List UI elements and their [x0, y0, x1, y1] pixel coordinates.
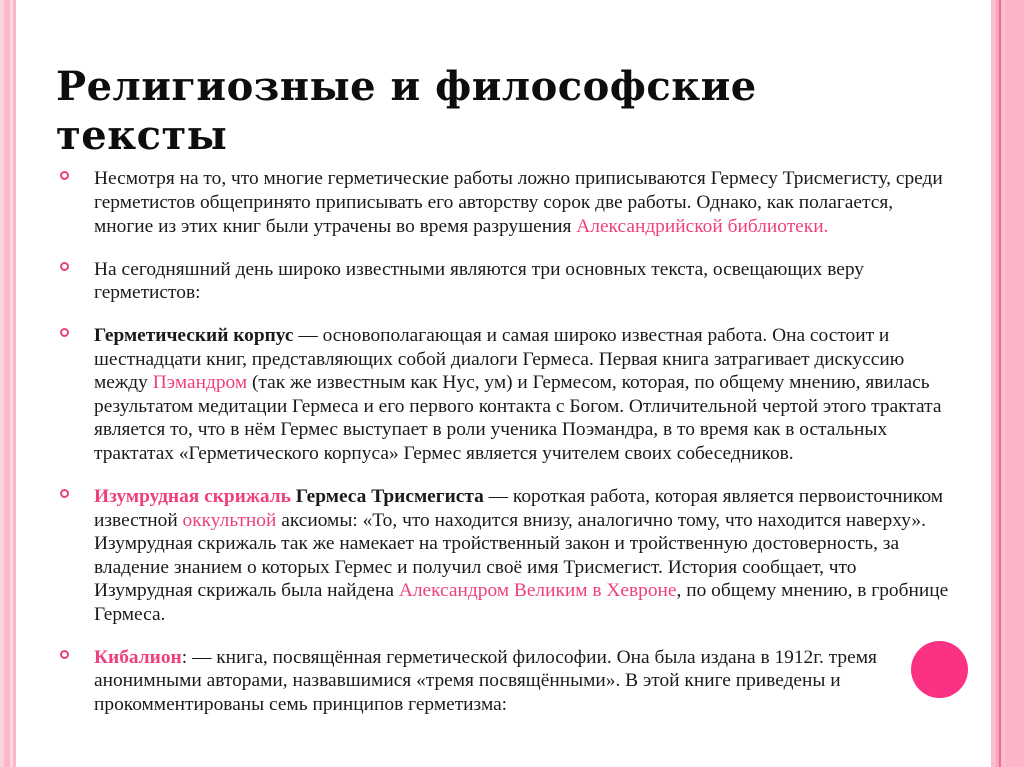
slide-title: Религиозные и философские тексты [56, 62, 757, 159]
bullet-item [56, 258, 954, 305]
bullet-item [56, 646, 954, 717]
bullet-list [56, 148, 954, 717]
bullet-text-run: Герметический корпус [94, 325, 294, 347]
bullet-text-run: , по общему мнению, в гробнице Гермеса. [94, 580, 949, 625]
bullet-text-run: аксиомы: «То, что находится внизу, аналогично тому, что находится наверху». Изумрудная скрижаль так же намекает на тройственный закон и тройственную достоверность, за владение знанием о которых Гермес и получил своё имя Трисмегист. История сообщает, что Изумрудная скрижаль была найдена [94, 509, 926, 602]
bullet-circle-icon [60, 171, 69, 180]
bullet-text-run: Пэмандром [152, 372, 248, 394]
pink-circle-decoration [911, 641, 968, 698]
bullet-text-run: Изумрудная скрижаль [94, 485, 291, 507]
bullet-item [56, 324, 954, 465]
bullet-text-run: Александром Великим в Хевроне [398, 580, 677, 602]
bullet-circle-icon [60, 262, 69, 271]
bullet-item [56, 167, 954, 238]
bullet-text-run: : — книга, посвящённая герметической философии. Она была издана в 1912г. тремя анонимными авторами, назвавшимися «тремя посвящёнными». В этой книге приведены и прокомментированы семь принципов герметизма: [94, 646, 877, 715]
left-decorative-stripes [0, 0, 22, 767]
bullet-text-run: Несмотря на то, что многие герметические работы ложно приписываются Гермесу Трисмегисту, среди герметистов общепринято приписывать его авторству сорок две работы. Однако, как полагается, многие из этих книг были утрачены во время разрушения [94, 168, 943, 237]
stripe-5 [16, 0, 22, 767]
bullet-text-run: На сегодняшний день широко известными являются три основных текста, освещающих веру герметистов: [94, 258, 865, 304]
bullet-text-run: Кибалион [94, 646, 182, 668]
stripe-r6 [1006, 0, 1024, 767]
bullet-text-run: — основополагающая и самая широко известная работа. Она состоит и шестнадцати книг, представляющих собой диалоги Гермеса. Первая книга затрагивает дискуссию между [94, 325, 905, 394]
bullet-text-run: (так же известным как Нус, ум) и Гермесом, которая, по общему мнению, явилась результатом медитации Гермеса и его первого контакта с Богом. Отличительной чертой этого трактата является то, что в нём Гермес выступает в роли ученика Поэмандра, в то время как в остальных трактатах «Герметического корпуса» Гермес является учителем своих собеседников. [94, 372, 942, 464]
bullet-circle-icon [60, 489, 69, 498]
bullet-text-run: оккультной [182, 509, 277, 531]
bullet-text-run: — короткая работа, которая является первоисточником известной [94, 485, 944, 531]
bullet-text-run: Александрийской библиотеки. [576, 215, 829, 237]
right-decorative-stripes [988, 0, 1024, 767]
bullet-text-run: Гермеса Трисмегиста [295, 485, 484, 507]
bullet-circle-icon [60, 328, 69, 337]
bullet-circle-icon [60, 650, 69, 659]
bullet-item [56, 485, 954, 626]
